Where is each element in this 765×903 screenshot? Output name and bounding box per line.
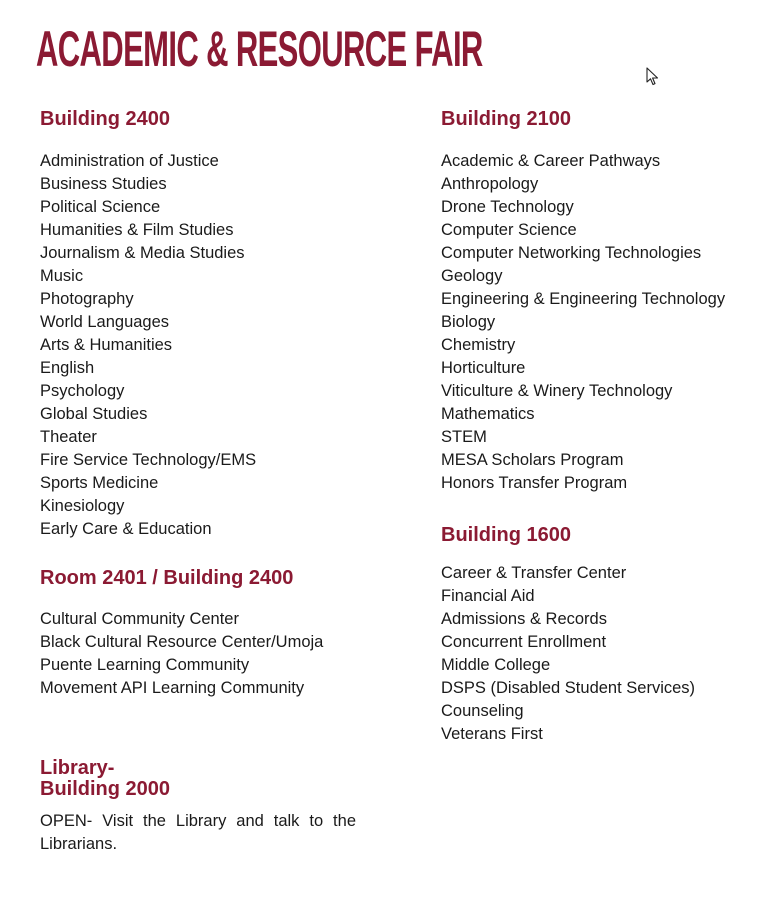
building-2100-item: Biology: [441, 313, 496, 331]
building-2100-item: Computer Science: [441, 221, 577, 239]
building-2400-item: Global Studies: [40, 405, 148, 423]
mouse-pointer-icon: [646, 67, 660, 87]
building-2400-item: English: [40, 359, 95, 377]
building-2100-item: MESA Scholars Program: [441, 451, 624, 469]
building-1600-section: [441, 525, 695, 746]
page-title: ACADEMIC & RESOURCE FAIR: [36, 21, 483, 77]
building-1600-item: Concurrent Enrollment: [441, 633, 607, 651]
building-1600-item: Middle College: [441, 656, 551, 674]
building-2100-heading: Building 2100: [441, 108, 572, 130]
building-2100-section: [441, 109, 725, 495]
building-2100-item: Horticulture: [441, 359, 526, 377]
room-2401-item: Movement API Learning Community: [40, 679, 305, 697]
building-2100-item: Chemistry: [441, 336, 516, 354]
building-2400-item: Psychology: [40, 382, 125, 400]
building-1600-item: Admissions & Records: [441, 610, 607, 628]
building-2400-item: Kinesiology: [40, 497, 125, 515]
building-2100-item: Engineering & Engineering Technology: [441, 290, 726, 308]
room-2401-item: Cultural Community Center: [40, 610, 239, 628]
room-2401-list: [40, 608, 323, 700]
building-2400-item: Fire Service Technology/EMS: [40, 451, 257, 469]
building-2100-item: STEM: [441, 428, 487, 446]
building-1600-list: [441, 562, 695, 746]
building-1600-item: DSPS (Disabled Student Services): [441, 679, 696, 697]
building-2100-item: Viticulture & Winery Technology: [441, 382, 673, 400]
building-2100-item: Drone Technology: [441, 198, 574, 216]
building-2400-item: Political Science: [40, 198, 161, 216]
building-2400-item: Photography: [40, 290, 134, 308]
building-1600-heading: Building 1600: [441, 524, 572, 546]
building-1600-item: Career & Transfer Center: [441, 564, 627, 582]
building-2100-item: Computer Networking Technologies: [441, 244, 702, 262]
building-2100-item: Mathematics: [441, 405, 535, 423]
library-heading-line1: Library-: [40, 757, 115, 779]
building-2100-item: Geology: [441, 267, 503, 285]
building-2100-item: Anthropology: [441, 175, 539, 193]
building-2400-item: World Languages: [40, 313, 170, 331]
building-2400-item: Arts & Humanities: [40, 336, 173, 354]
library-heading-line2: Building 2000: [40, 778, 171, 800]
room-2401-heading: Room 2401 / Building 2400: [40, 567, 294, 589]
library-description: OPEN- Visit the Library and talk to the Librarians.: [40, 812, 356, 853]
building-2100-item: Honors Transfer Program: [441, 474, 628, 492]
library-section: [40, 758, 356, 856]
building-1600-item: Counseling: [441, 702, 524, 720]
library-heading: [40, 758, 356, 800]
building-2400-heading: Building 2400: [40, 108, 171, 130]
building-2400-list: [40, 150, 256, 541]
building-2400-item: Administration of Justice: [40, 152, 219, 170]
building-2400-section: [40, 109, 256, 541]
building-2400-item: Sports Medicine: [40, 474, 159, 492]
building-2400-item: Early Care & Education: [40, 520, 212, 538]
building-2400-item: Theater: [40, 428, 97, 446]
room-2401-item: Puente Learning Community: [40, 656, 250, 674]
building-1600-item: Veterans First: [441, 725, 543, 743]
room-2401-item: Black Cultural Resource Center/Umoja: [40, 633, 324, 651]
building-2400-item: Music: [40, 267, 84, 285]
building-2400-item: Business Studies: [40, 175, 167, 193]
building-1600-item: Financial Aid: [441, 587, 535, 605]
building-2400-item: Journalism & Media Studies: [40, 244, 245, 262]
building-2100-list: [441, 150, 725, 495]
room-2401-section: [40, 568, 323, 700]
building-2100-item: Academic & Career Pathways: [441, 152, 661, 170]
building-2400-item: Humanities & Film Studies: [40, 221, 234, 239]
